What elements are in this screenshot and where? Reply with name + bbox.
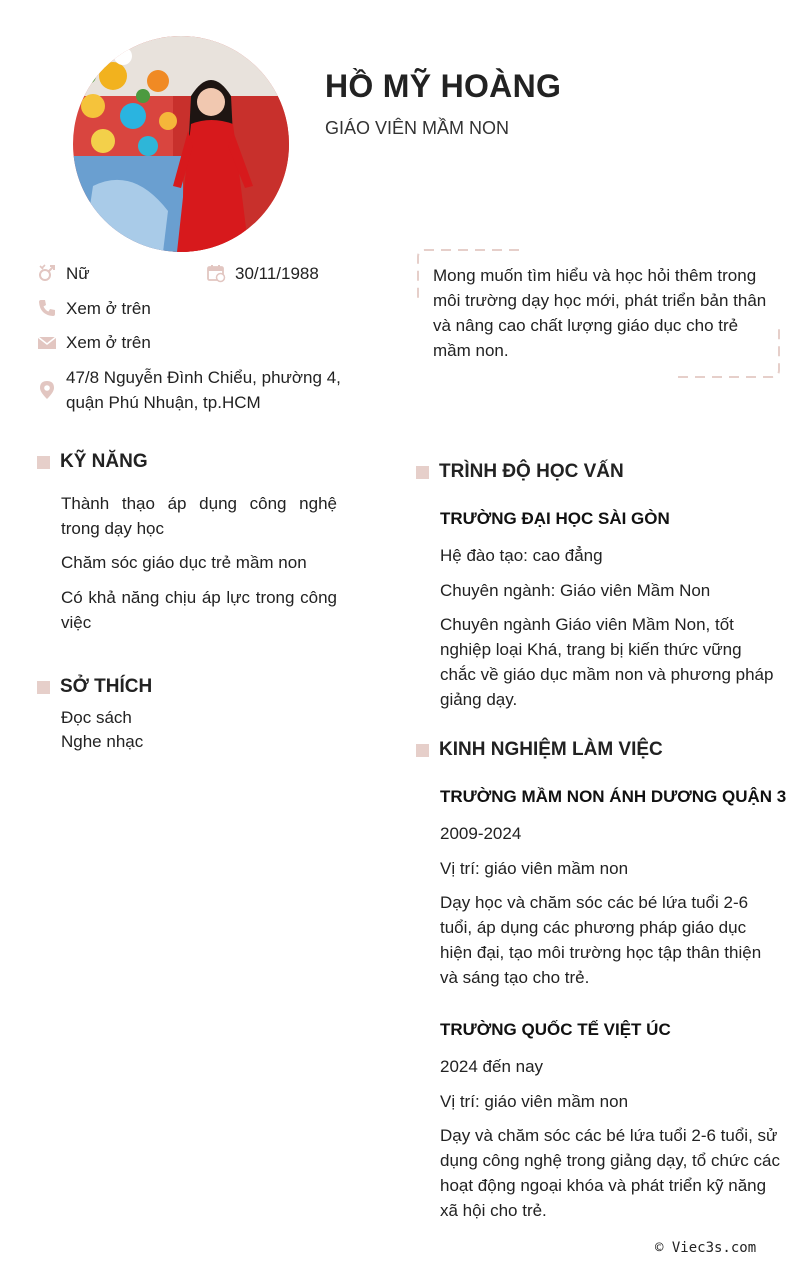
gender-icon <box>37 263 57 283</box>
job-period: 2009-2024 <box>440 824 522 843</box>
skill-item: Có khả năng chịu áp lực trong công việc <box>61 588 337 632</box>
education-description: Chuyên ngành Giáo viên Mầm Non, tốt nghiệp loại Khá, trang bị kiến thức vững chắc về giáo dục mầm non và phương pháp giảng dạy. <box>440 615 774 709</box>
experience-heading: KINH NGHIỆM LÀM VIỆC <box>416 739 663 761</box>
job-company: TRƯỜNG MẦM NON ÁNH DƯƠNG QUẬN 3 <box>440 787 787 806</box>
phone-row <box>37 296 151 321</box>
career-objective <box>417 249 780 379</box>
address-row <box>37 365 341 415</box>
gender-value: Nữ <box>66 264 90 283</box>
skill-item: Chăm sóc giáo dục trẻ mầm non <box>61 553 307 572</box>
calendar-icon <box>206 263 226 283</box>
email-icon <box>37 332 57 352</box>
email-row <box>37 330 151 355</box>
job-description: Dạy học và chăm sóc các bé lứa tuổi 2-6 tuổi, áp dụng các phương pháp giáo dục hiện đại, tạo môi trường học tập thân thiện và sáng tạo cho trẻ. <box>440 893 762 987</box>
email-value: Xem ở trên <box>66 333 151 352</box>
address-line-1: 47/8 Nguyễn Đình Chiểu, phường 4, <box>66 368 341 387</box>
heading-marker <box>37 456 50 469</box>
job-description: Dạy và chăm sóc các bé lứa tuổi 2-6 tuổi, sử dụng công nghệ trong giảng dạy, tổ chức các hoạt động ngoại khóa và phát triển kỹ năng xã hội cho trẻ. <box>440 1126 780 1220</box>
education-heading: TRÌNH ĐỘ HỌC VẤN <box>416 461 624 483</box>
objective-text: Mong muốn tìm hiểu và học hỏi thêm trong môi trường dạy học mới, phát triển bản thân và nâng cao chất lượng giáo dục cho trẻ mầm non. <box>433 266 767 360</box>
job-title: GIÁO VIÊN MẦM NON <box>325 118 510 138</box>
education-major: Chuyên ngành: Giáo viên Mầm Non <box>440 581 711 600</box>
hobby-item: Nghe nhạc <box>61 732 144 751</box>
heading-marker <box>416 744 429 757</box>
gender-row <box>37 261 90 286</box>
skills-heading: KỸ NĂNG <box>37 451 148 473</box>
education-school: TRƯỜNG ĐẠI HỌC SÀI GÒN <box>440 509 670 528</box>
job-position: Vị trí: giáo viên mầm non <box>440 859 629 878</box>
birthday-row <box>206 261 319 286</box>
skill-item: Thành thạo áp dụng công nghệ trong dạy học <box>61 494 337 538</box>
address-value <box>66 365 341 415</box>
hobbies-heading: SỞ THÍCH <box>37 676 152 698</box>
location-icon <box>37 380 57 400</box>
avatar <box>73 36 289 252</box>
phone-value: Xem ở trên <box>66 299 151 318</box>
education-level: Hệ đào tạo: cao đẳng <box>440 546 603 565</box>
job-position: Vị trí: giáo viên mầm non <box>440 1092 629 1111</box>
job-company: TRƯỜNG QUỐC TẾ VIỆT ÚC <box>440 1020 671 1039</box>
hobby-item: Đọc sách <box>61 708 132 727</box>
heading-marker <box>37 681 50 694</box>
birthday-value: 30/11/1988 <box>235 264 319 283</box>
candidate-name: HỒ MỸ HOÀNG <box>325 68 562 104</box>
job-period: 2024 đến nay <box>440 1057 544 1076</box>
phone-icon <box>37 298 57 318</box>
footer-copyright: © Viec3s.com <box>655 1240 757 1256</box>
heading-marker <box>416 466 429 479</box>
address-line-2: quận Phú Nhuận, tp.HCM <box>66 393 261 412</box>
